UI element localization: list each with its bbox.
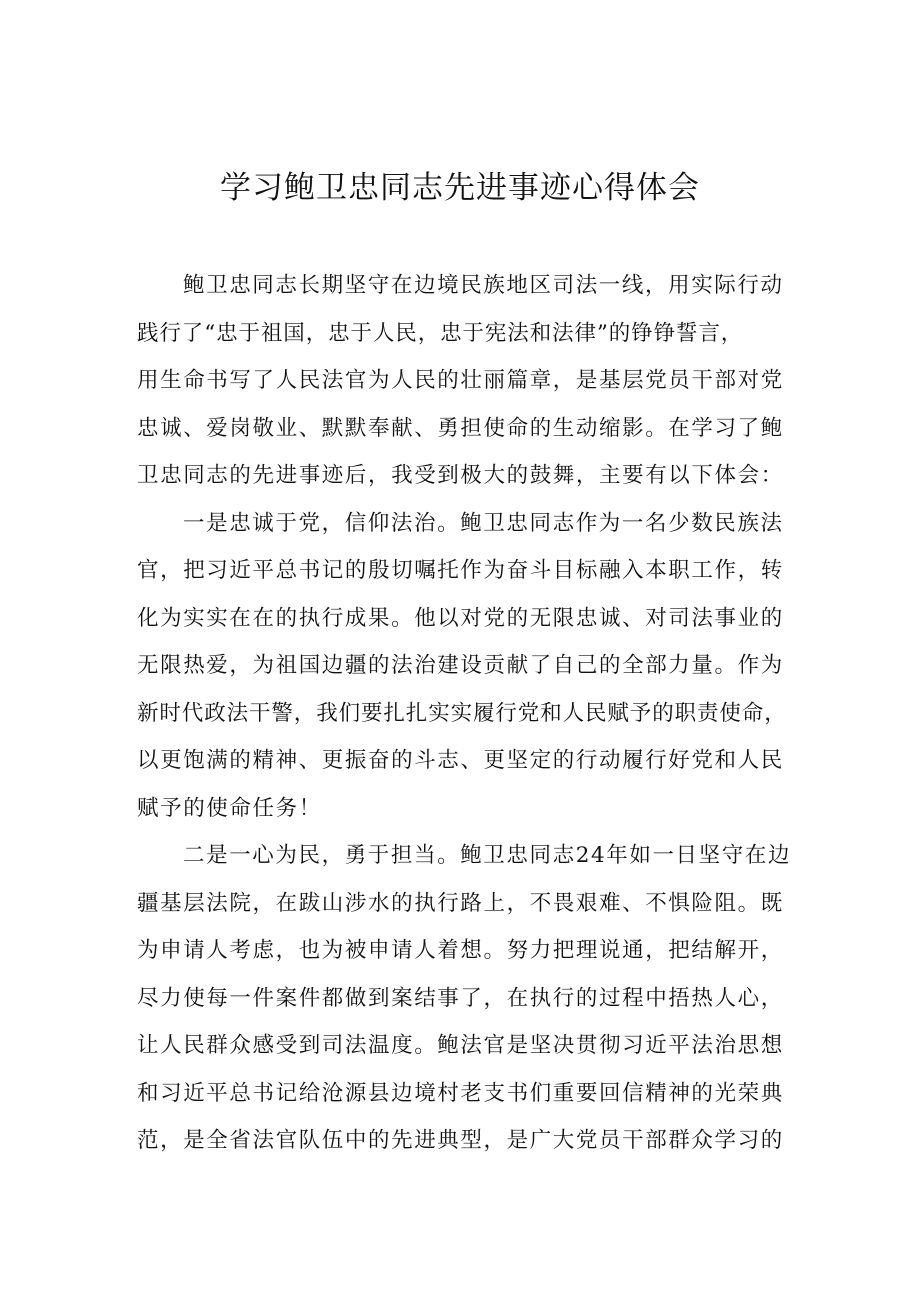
paragraph-line: 新时代政法干警，我们要扎扎实实履行党和人民赋予的职责使命， [137,700,787,726]
paragraph-line: 鲍卫忠同志长期坚守在边境民族地区司法一线，用实际行动 [183,273,784,298]
document-title: 学习鲍卫忠同志先进事迹心得体会 [220,170,700,206]
paragraph-line: 无限热爱，为祖国边疆的法治建设贡献了自己的全部力量。作为 [137,653,784,678]
paragraph-line: 范，是全省法官队伍中的先进典型，是广大党员干部群众学习的 [137,1128,784,1153]
paragraph-line: 赋予的使命任务！ [137,795,322,821]
paragraph-line: 疆基层法院，在跋山涉水的执行路上，不畏艰难、不惧险阻。既 [137,890,784,916]
paragraph-line: 二是一心为民，勇于担当。鲍卫忠同志24年如一日坚守在边 [183,843,792,868]
paragraph-line: 以更饱满的精神、更振奋的斗志、更坚定的行动履行好党和人民 [137,748,784,773]
paragraph-line: 为申请人考虑，也为被申请人着想。努力把理说通，把结解开， [137,938,784,963]
paragraph-line: 让人民群众感受到司法温度。鲍法官是坚决贯彻习近平法治思想 [137,1033,784,1058]
paragraph-line: 用生命书写了人民法官为人民的壮丽篇章，是基层党员干部对党 [137,368,784,393]
paragraph-line: 践行了“忠于祖国，忠于人民，忠于宪法和法律”的铮铮誓言， [137,320,744,346]
paragraph-line: 化为实实在在的执行成果。他以对党的无限忠诚、对司法事业的 [137,605,784,631]
document-body [137,262,797,1165]
paragraph-line: 卫忠同志的先进事迹后，我受到极大的鼓舞，主要有以下体会： [137,463,784,488]
paragraph-line: 忠诚、爱岗敬业、默默奉献、勇担使命的生动缩影。在学习了鲍 [137,415,784,441]
paragraph-line: 官，把习近平总书记的殷切嘱托作为奋斗目标融入本职工作，转 [137,558,784,583]
paragraph-line: 一是忠诚于党，信仰法治。鲍卫忠同志作为一名少数民族法 [183,510,784,536]
paragraph-line: 和习近平总书记给沧源县边境村老支书们重要回信精神的光荣典 [137,1080,784,1106]
paragraph-line: 尽力使每一件案件都做到案结事了，在执行的过程中捂热人心， [137,985,784,1011]
